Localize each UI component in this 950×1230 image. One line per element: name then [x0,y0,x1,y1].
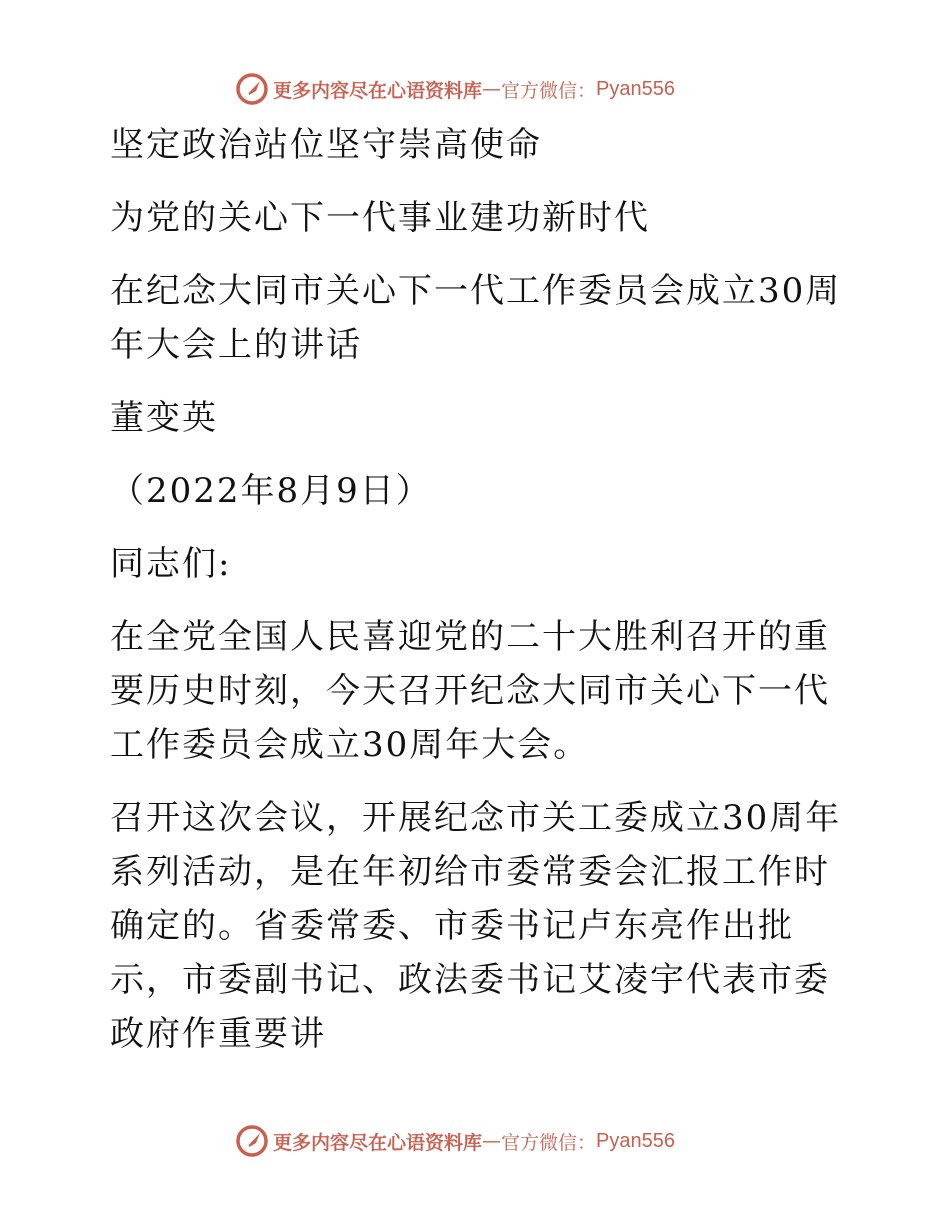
author-name: 董变英 [110,398,218,438]
speech-date: （2022年8月9日） [110,471,432,511]
title-line-2: 为党的关心下一代事业建功新时代 [110,198,650,238]
paragraph-2: 召开这次会议，开展纪念市关工委成立30周年系列活动，是在年初给市委常委会汇报工作时确定的。省委常委、市委书记卢东亮作出批示，市委副书记、政法委书记艾凌宇代表市委政府作重要讲 [110,798,842,1054]
watermark-label: 官方微信： [501,1131,597,1154]
watermark-text: 更多内容尽在心语资料库 [273,1131,483,1154]
quill-logo-icon [235,72,269,106]
quill-logo-icon [235,1124,269,1158]
title-line-1: 坚定政治站位坚守崇高使命 [110,125,542,165]
watermark-label: 官方微信： [501,79,597,102]
watermark-text: 更多内容尽在心语资料库 [273,79,483,102]
paragraph-1: 在全党全国人民喜迎党的二十大胜利召开的重要历史时刻，今天召开纪念大同市关心下一代工作委员会成立30周年大会。 [110,617,830,765]
speech-subtitle: 在纪念大同市关心下一代工作委员会成立30周年大会上的讲话 [110,271,842,365]
watermark-separator: — [482,1130,502,1152]
watermark-wechat-id: Pyan556 [596,77,675,100]
watermark-separator: — [482,78,502,100]
greeting: 同志们: [110,544,232,584]
watermark-footer [235,1124,735,1158]
watermark-wechat-id: Pyan556 [596,1129,675,1152]
document-body [98,118,858,1080]
watermark-header [235,72,735,106]
